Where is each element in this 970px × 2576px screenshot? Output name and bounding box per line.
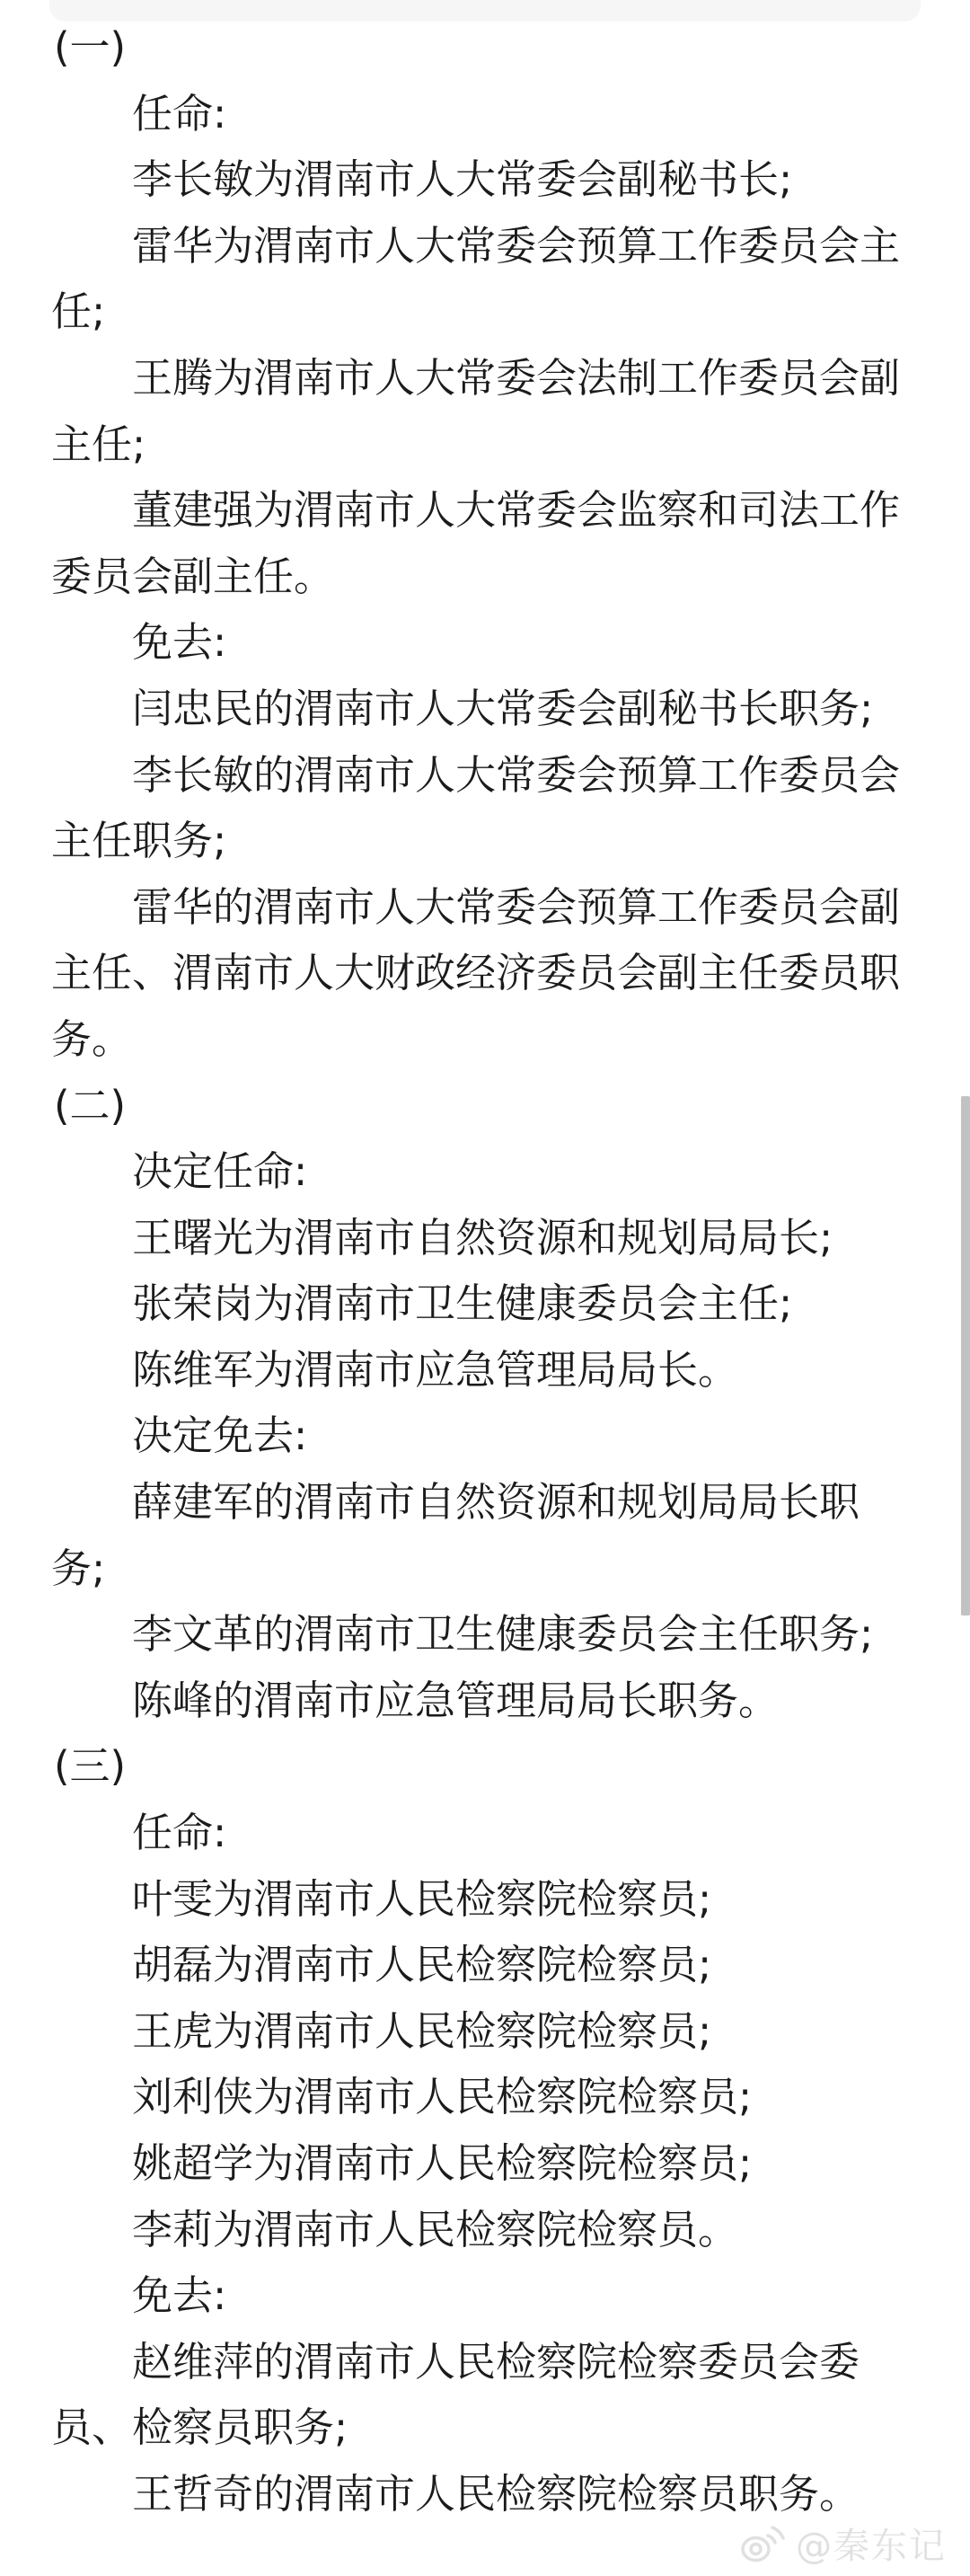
announcement-document: [51, 14, 916, 2527]
text-line: 决定免去:: [132, 1412, 308, 1460]
scrollbar-thumb[interactable]: [961, 1096, 970, 1616]
text-line: 免去:: [132, 2271, 227, 2320]
text-line: 雷华的渭南市人大常委会预算工作委员会副: [132, 882, 901, 931]
watermark-handle: @秦东记: [796, 2526, 947, 2567]
text-line: 李莉为渭南市人民检察院检察员。: [132, 2205, 739, 2253]
text-line: 任;: [51, 288, 106, 336]
text-line: 胡磊为渭南市人民检察院检察员;: [132, 1941, 712, 1989]
text-line: 刘利侠为渭南市人民检察院检察员;: [132, 2073, 753, 2121]
text-line: 陈峰的渭南市应急管理局局长职务。: [132, 1676, 780, 1724]
text-line: (一): [54, 23, 127, 71]
text-line: 李长敏的渭南市人大常委会预算工作委员会: [132, 750, 901, 799]
text-line: 任命:: [132, 1809, 227, 1857]
text-line: 雷华为渭南市人大常委会预算工作委员会主: [132, 221, 901, 270]
text-line: 王虎为渭南市人民检察院检察员;: [132, 2006, 712, 2055]
text-line: 赵维萍的渭南市人民检察院检察委员会委: [132, 2337, 860, 2386]
weibo-icon: [740, 2524, 787, 2563]
text-line: 姚超学为渭南市人民检察院检察员;: [132, 2139, 753, 2187]
text-line: 主任;: [51, 420, 146, 468]
text-line: 薛建军的渭南市自然资源和规划局局长职: [132, 1478, 860, 1527]
text-line: 叶雯为渭南市人民检察院检察员;: [132, 1874, 712, 1923]
text-line: 委员会副主任。: [51, 552, 335, 600]
text-line: 张荣岗为渭南市卫生健康委员会主任;: [132, 1279, 793, 1328]
document-lines: [51, 14, 916, 2527]
text-line: 李文革的渭南市卫生健康委员会主任职务;: [132, 1610, 874, 1659]
text-line: 陈维军为渭南市应急管理局局长。: [132, 1345, 739, 1394]
text-line: 务;: [51, 1544, 106, 1592]
text-line: 王哲奇的渭南市人民检察院检察员职务。: [132, 2469, 860, 2518]
text-line: 务。: [51, 1014, 133, 1063]
text-line: 免去:: [132, 618, 227, 667]
text-line: (二): [54, 1081, 127, 1129]
text-line: 任命:: [132, 89, 227, 137]
text-line: 主任、渭南市人大财政经济委员会副主任委员职: [51, 949, 901, 997]
text-line: 决定任命:: [132, 1147, 308, 1196]
watermark: [740, 2518, 947, 2569]
text-line: 主任职务;: [51, 817, 227, 865]
text-line: 闫忠民的渭南市人大常委会副秘书长职务;: [132, 684, 874, 732]
text-line: 王曙光为渭南市自然资源和规划局局长;: [132, 1213, 833, 1261]
text-line: 员、检察员职务;: [51, 2403, 348, 2452]
text-line: 董建强为渭南市人大常委会监察和司法工作: [132, 486, 901, 535]
text-line: (三): [54, 1742, 127, 1791]
text-line: 王腾为渭南市人大常委会法制工作委员会副: [132, 353, 901, 402]
text-line: 李长敏为渭南市人大常委会副秘书长;: [132, 155, 793, 204]
